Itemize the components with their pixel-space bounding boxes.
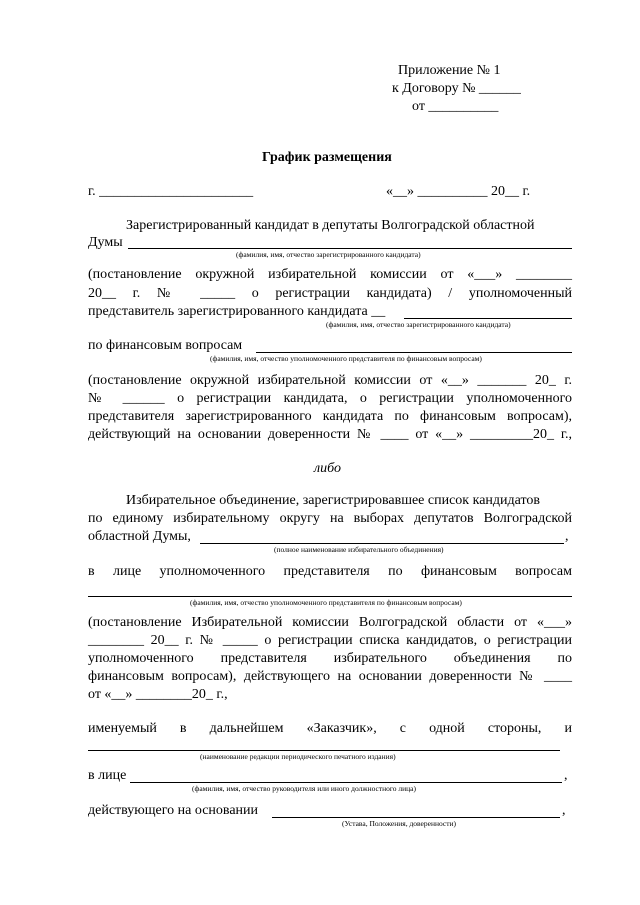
association-line-4: в лице уполномоченного представителя по финансовым вопросам	[88, 564, 572, 579]
association-line-6: ________ 20__ г. № _____ о регистрации списка кандидатов, о регистрации	[88, 633, 572, 648]
finance-rep-name-line	[256, 352, 572, 353]
caption-publisher: (наименование редакции периодического печатного издания)	[200, 752, 396, 761]
customer-line-3-comma: ,	[562, 803, 566, 818]
appendix-line-2: к Договору № ______	[392, 81, 521, 96]
association-name-line	[200, 543, 564, 544]
appendix-line-1: Приложение № 1	[398, 63, 501, 78]
association-line-2: по единому избирательному округу на выборах депутатов Волгоградской	[88, 511, 572, 526]
publisher-name-line	[88, 750, 560, 751]
candidate-line-3: (постановление окружной избирательной комиссии от «___» ________	[88, 267, 572, 282]
candidate-line-10: действующий на основании доверенности № ____ от «__» _________20_ г.,	[88, 427, 572, 442]
head-name-line	[130, 782, 562, 783]
candidate-line-5: представитель зарегистрированного кандидата __	[88, 304, 386, 319]
candidate-line-9: представителя зарегистрированного кандидата по финансовым вопросам),	[88, 409, 572, 424]
caption-basis: (Устава, Положения, доверенности)	[342, 819, 457, 828]
association-line-1: Избирательное объединение, зарегистрировавшее список кандидатов	[126, 493, 541, 508]
city-field: г. ______________________	[88, 184, 254, 199]
candidate-line-8: № ______ о регистрации кандидата, о регистрации уполномоченного	[88, 391, 572, 406]
association-line-8: финансовым вопросам), действующего на основании доверенности № ____	[88, 669, 572, 684]
representative-name-line	[404, 318, 572, 319]
candidate-line-6: по финансовым вопросам	[88, 338, 243, 353]
customer-line-2: в лице	[88, 768, 127, 783]
date-field: «__» __________ 20__ г.	[386, 184, 531, 199]
caption-representative-name: (фамилия, имя, отчество зарегистрированного кандидата)	[326, 320, 511, 329]
page-title: График размещения	[262, 150, 392, 165]
appendix-line-3: от __________	[412, 99, 499, 114]
association-line-5: (постановление Избирательной комиссии Волгоградской области от «___»	[88, 615, 572, 630]
candidate-name-line	[128, 248, 572, 249]
candidate-line-1: Зарегистрированный кандидат в депутаты Волгоградской областной	[126, 218, 535, 233]
caption-head: (фамилия, имя, отчество руководителя или иного должностного лица)	[192, 784, 417, 793]
association-line-3-comma: ,	[565, 529, 569, 544]
association-line-7: уполномоченного представителя избирательного объединения по	[88, 651, 572, 666]
candidate-line-7: (постановление окружной избирательной комиссии от «__» _______ 20_ г.	[88, 373, 572, 388]
association-line-9: от «__» ________20_ г.,	[88, 687, 228, 702]
customer-line-2-comma: ,	[564, 768, 568, 783]
association-line-3: областной Думы,	[88, 529, 191, 544]
caption-candidate-name: (фамилия, имя, отчество зарегистрированного кандидата)	[236, 250, 421, 259]
candidate-line-4: 20__ г. № _____ о регистрации кандидата) / уполномоченный	[88, 286, 572, 301]
caption-association-name: (полное наименование избирательного объединения)	[274, 545, 444, 554]
candidate-line-2: Думы	[88, 235, 123, 250]
association-rep-line	[88, 596, 572, 597]
or-separator: либо	[314, 461, 341, 476]
customer-line-1: именуемый в дальнейшем «Заказчик», с одной стороны, и	[88, 721, 572, 736]
basis-line	[272, 817, 560, 818]
caption-finance-rep: (фамилия, имя, отчество уполномоченного представителя по финансовым вопросам)	[210, 354, 482, 363]
caption-association-rep: (фамилия, имя, отчество уполномоченного представителя по финансовым вопросам)	[190, 598, 462, 607]
customer-line-3: действующего на основании	[88, 803, 259, 818]
